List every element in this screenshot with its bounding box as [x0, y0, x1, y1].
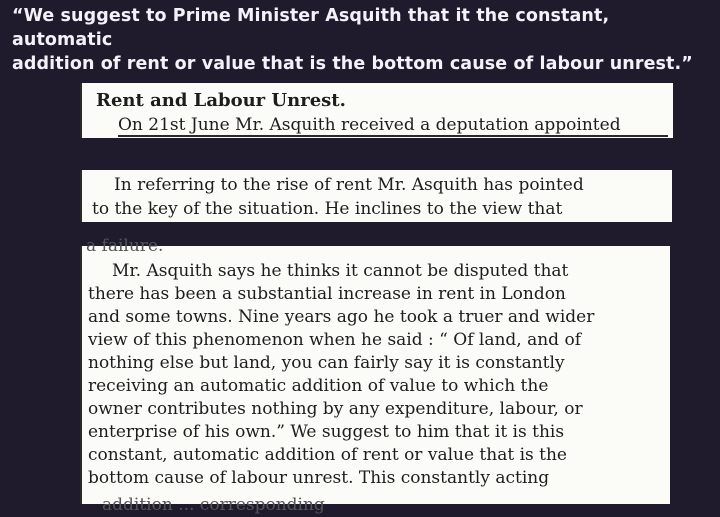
paragraph-line: bottom cause of labour unrest. This constantly acting — [88, 468, 550, 488]
newspaper-clipping-rent — [80, 170, 672, 222]
paragraph-line: view of this phenomenon when he said : “ Of land, and of — [88, 330, 581, 350]
clipping-title: Rent and Labour Unrest. — [96, 90, 346, 111]
paragraph-line: enterprise of his own.” We suggest to him that it is this — [88, 422, 565, 442]
paragraph-line: Mr. Asquith says he thinks it cannot be disputed that — [112, 261, 569, 281]
quote-headline-line-2: addition of rent or value that is the bottom cause of labour unrest.” — [12, 54, 693, 74]
clipping-cut-fragment-top: a failure. — [86, 236, 164, 256]
clipping-cut-fragment-bottom: addition ... corresponding — [102, 495, 325, 515]
clipping-underline — [118, 135, 668, 137]
paragraph-line: constant, automatic addition of rent or value that is the — [88, 445, 567, 465]
quote-headline-line-1: “We suggest to Prime Minister Asquith that it the constant, automatic — [12, 6, 610, 50]
quote-headline — [12, 4, 712, 76]
paragraph-line: owner contributes nothing by any expenditure, labour, or — [88, 399, 583, 419]
newspaper-clipping-heading — [80, 83, 673, 138]
paragraph-line: receiving an automatic addition of value to which the — [88, 376, 549, 396]
clipping-text-line: to the key of the situation. He inclines to the view that — [92, 199, 563, 219]
newspaper-clipping-paragraph — [80, 236, 670, 515]
paragraph-line: there has been a substantial increase in rent in London — [88, 284, 566, 304]
clipping-paragraph — [88, 260, 666, 490]
clipping-opening-line: On 21st June Mr. Asquith received a deputation appointed — [118, 115, 621, 135]
clipping-text-line: In referring to the rise of rent Mr. Asquith has pointed — [114, 175, 584, 195]
paragraph-line: and some towns. Nine years ago he took a truer and wider — [88, 307, 595, 327]
paragraph-line: nothing else but land, you can fairly say it is constantly — [88, 353, 565, 373]
